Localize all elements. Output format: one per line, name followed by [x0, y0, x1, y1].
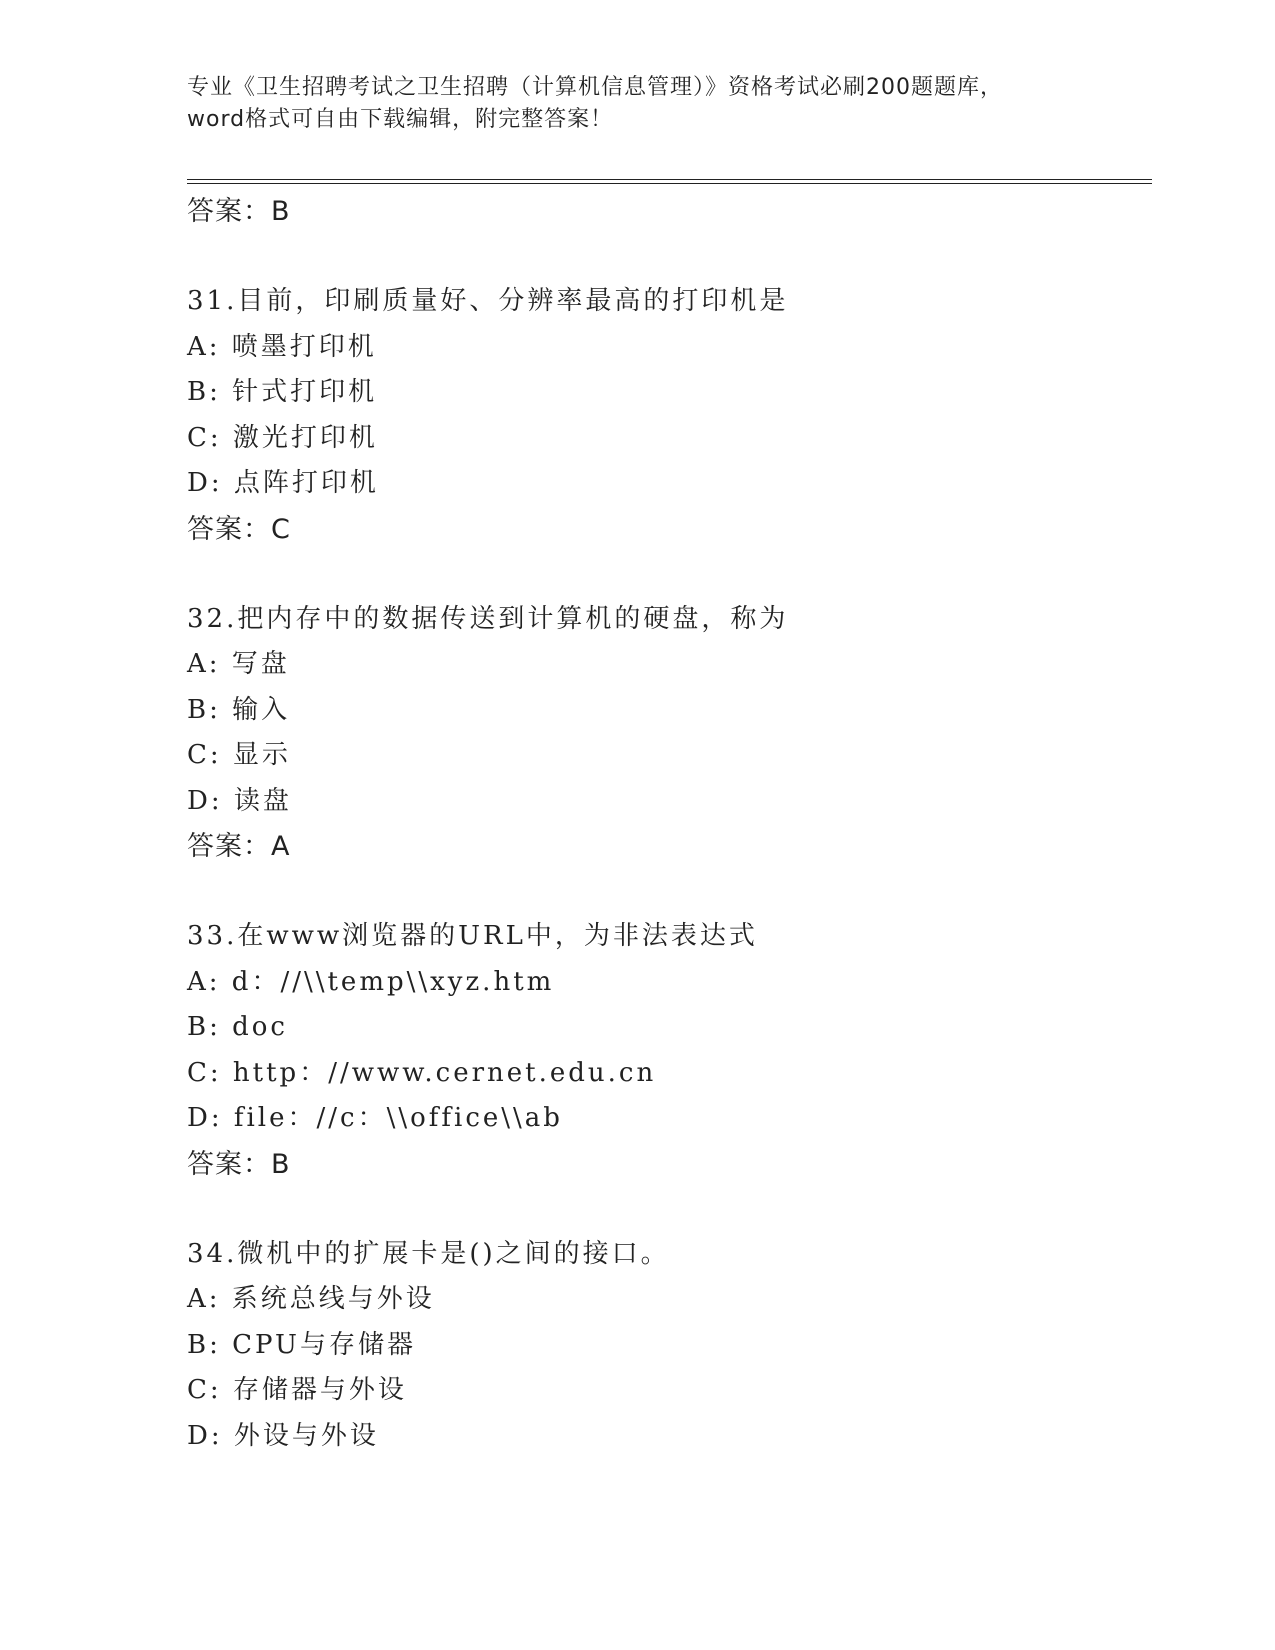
answer-line: 答案：B	[187, 1148, 291, 1180]
option-a: A: 系统总线与外设	[187, 1284, 435, 1314]
option-c: C: http：//www.cernet.edu.cn	[187, 1057, 657, 1088]
question-list	[187, 189, 1147, 1459]
question-33	[187, 914, 1147, 1188]
answer-line: 答案：A	[187, 831, 291, 862]
question-34	[187, 1232, 1147, 1460]
answer-line: 答案：C	[187, 513, 291, 545]
option-d: D: 外设与外设	[187, 1420, 379, 1451]
option-c: C: 存储器与外设	[187, 1375, 407, 1405]
previous-answer: 答案：B	[187, 196, 291, 227]
option-d: D: 读盘	[187, 785, 292, 816]
option-a: A: d：//\\temp\\xyz.htm	[187, 966, 555, 997]
option-c: C: 激光打印机	[187, 422, 378, 453]
question-stem: 34.微机中的扩展卡是()之间的接口。	[187, 1238, 670, 1269]
question-32	[187, 597, 1147, 871]
option-a: A: 写盘	[187, 649, 290, 679]
option-b: B: doc	[187, 1012, 288, 1042]
question-31	[187, 279, 1147, 553]
option-a: A: 喷墨打印机	[187, 331, 377, 362]
question-stem: 32.把内存中的数据传送到计算机的硬盘，称为	[187, 603, 789, 634]
document-header	[187, 72, 1087, 136]
header-line-2: word格式可自由下载编辑，附完整答案！	[187, 107, 614, 132]
option-b: B: CPU与存储器	[187, 1329, 416, 1360]
question-stem: 33.在www浏览器的URL中，为非法表达式	[187, 921, 758, 951]
option-c: C: 显示	[187, 740, 291, 770]
option-d: D: 点阵打印机	[187, 468, 379, 498]
header-divider-top	[187, 179, 1152, 180]
header-line-1: 专业《卫生招聘考试之卫生招聘（计算机信息管理）》资格考试必刷200题题库，	[187, 75, 1003, 100]
option-b: B: 输入	[187, 694, 291, 725]
header-divider-bottom	[187, 183, 1152, 184]
question-stem: 31.目前，印刷质量好、分辨率最高的打印机是	[187, 286, 789, 316]
option-b: B: 针式打印机	[187, 377, 378, 407]
option-d: D: file：//c：\\office\\ab	[187, 1103, 563, 1133]
